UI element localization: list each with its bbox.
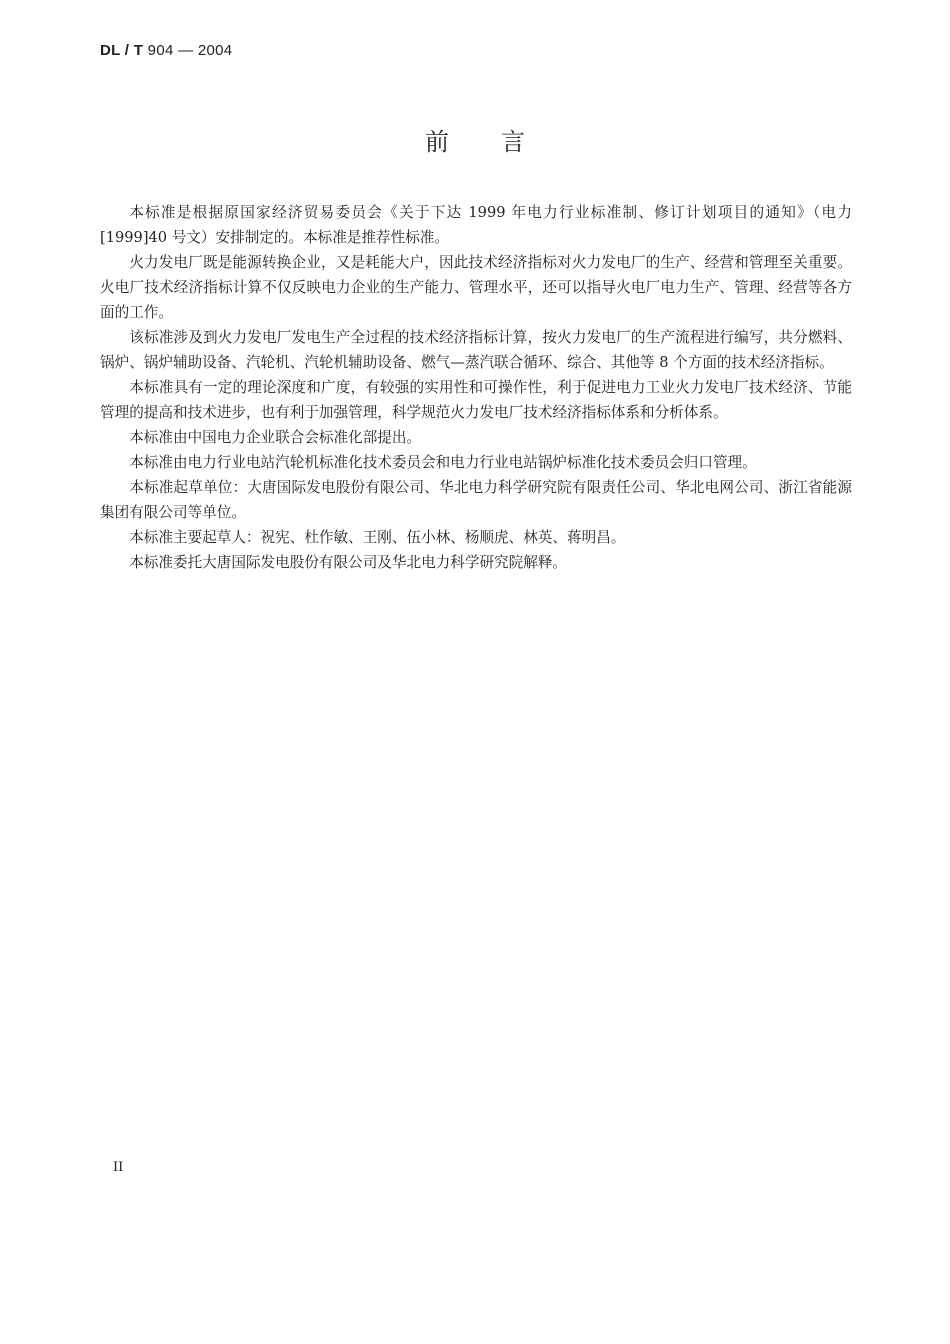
page-number: II [113,1160,124,1175]
paragraph-scope: 该标准涉及到火力发电厂发电生产全过程的技术经济指标计算，按火力发电厂的生产流程进行编写，共分燃料、锅炉、锅炉辅助设备、汽轮机、汽轮机辅助设备、燃气—蒸汽联合循环、综合、其他等 8 个方面的技术经济指标。 [100,329,852,371]
paragraph-drafting-units: 本标准起草单位：大唐国际发电股份有限公司、华北电力科学研究院有限责任公司、华北电网公司、浙江省能源集团有限公司等单位。 [100,479,852,521]
standard-code [100,42,232,59]
paragraph-interpretation: 本标准委托大唐国际发电股份有限公司及华北电力科学研究院解释。 [129,554,568,571]
paragraph-management: 本标准由电力行业电站汽轮机标准化技术委员会和电力行业电站锅炉标准化技术委员会归口管理。 [129,454,757,471]
paragraph-drafters: 本标准主要起草人：祝宪、杜作敏、王刚、伍小林、杨顺虎、林英、蒋明昌。 [129,529,626,546]
standard-code-prefix: DL / T [100,42,144,59]
foreword-body [100,200,852,575]
paragraph-importance: 火力发电厂既是能源转换企业，又是耗能大户，因此技术经济指标对火力发电厂的生产、经营和管理至关重要。火电厂技术经济指标计算不仅反映电力企业的生产能力、管理水平，还可以指导火电厂电力生产、管理、经营等各方面的工作。 [100,254,852,321]
page-title-part1: 前 [425,128,449,156]
paragraph-value: 本标准具有一定的理论深度和广度，有较强的实用性和可操作性，利于促进电力工业火力发电厂技术经济、节能管理的提高和技术进步，也有利于加强管理，科学规范火力发电厂技术经济指标体系和分析体系。 [100,379,852,421]
page-title [0,122,950,157]
paragraph-proposer: 本标准由中国电力企业联合会标准化部提出。 [129,429,422,446]
page-title-part2: 言 [501,128,525,156]
standard-code-number: 904 — 2004 [143,42,233,59]
paragraph-source: 本标准是根据原国家经济贸易委员会《关于下达 1999 年电力行业标准制、修订计划项目的通知》（电力[1999]40 号文）安排制定的。本标准是推荐性标准。 [100,204,852,246]
